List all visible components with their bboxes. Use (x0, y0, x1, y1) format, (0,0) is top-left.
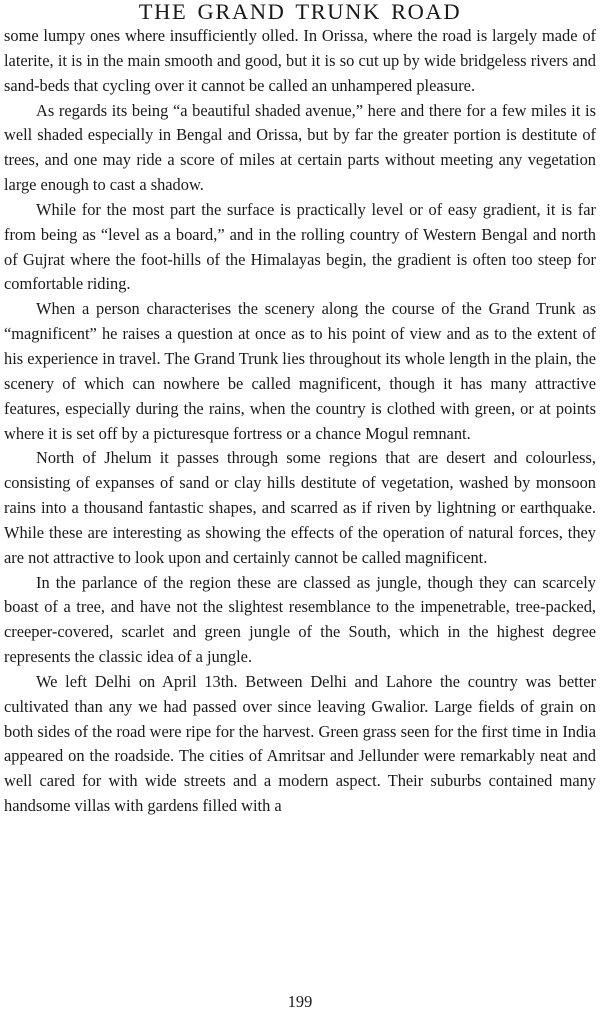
body-text (4, 24, 596, 819)
paragraph-1: some lumpy ones where insufficiently olled. In Orissa, where the road is largely made of laterite, it is in the main smooth and good, but it is so cut up by wide bridgeless rivers and sand-beds that cycling over it cannot be called an unhampered pleasure. (4, 26, 596, 95)
paragraph-7: We left Delhi on April 13th. Between Delhi and Lahore the country was better cultivated than any we had passed over since leaving Gwalior. Large fields of grain on both sides of the road were ripe for the harvest. Green grass seen for the first time in India appeared on the roadside. The cities of Amritsar and Jellunder were remarkably neat and well cared for with wide streets and a modern aspect. Their suburbs contained many handsome villas with gardens filled with a (4, 671, 596, 816)
paragraph-4: When a person characterises the scenery along the course of the Grand Trunk as “magnificent” he raises a question at once as to his point of view and as to the extent of his experience in travel. The Grand Trunk lies throughout its whole length in the plain, the scenery of which can nowhere be called magnificent, though it has many attractive features, especially during the rains, when the country is clothed with green, or at points where it is set off by a picturesque fortress or a chance Mogul remnant. (4, 299, 596, 443)
paragraph-2: As regards its being “a beautiful shaded avenue,” here and there for a few miles it is well shaded especially in Bengal and Orissa, but by far the greater portion is destitute of trees, and one may ride a score of miles at certain parts without meeting any vegetation large enough to cast a shadow. (4, 100, 596, 195)
paragraph-6: In the parlance of the region these are classed as jungle, though they can scarcely boast of a tree, and have not the slightest resemblance to the impenetrable, tree-packed, creeper-covered, scarlet and green jungle of the South, which in the highest degree represents the classic idea of a jungle. (4, 572, 596, 667)
paragraph-5: North of Jhelum it passes through some regions that are desert and colourless, consisting of expanses of sand or clay hills destitute of vegetation, washed by monsoon rains into a thousand fantastic shapes, and scarred as if riven by lightning or earthquake. While these are interesting as showing the effects of the operation of natural forces, they are not attractive to look upon and certainly cannot be called magnificent. (4, 448, 596, 567)
running-head: THE GRAND TRUNK ROAD (138, 0, 462, 24)
page-number: 199 (287, 992, 313, 1011)
paragraph-3: While for the most part the surface is practically level or of easy gradient, it is far from being as “level as a board,” and in the rolling country of Western Bengal and north of Gujrat where the foot-hills of the Himalayas begin, the gradient is often too steep for comfortable riding. (4, 199, 596, 294)
